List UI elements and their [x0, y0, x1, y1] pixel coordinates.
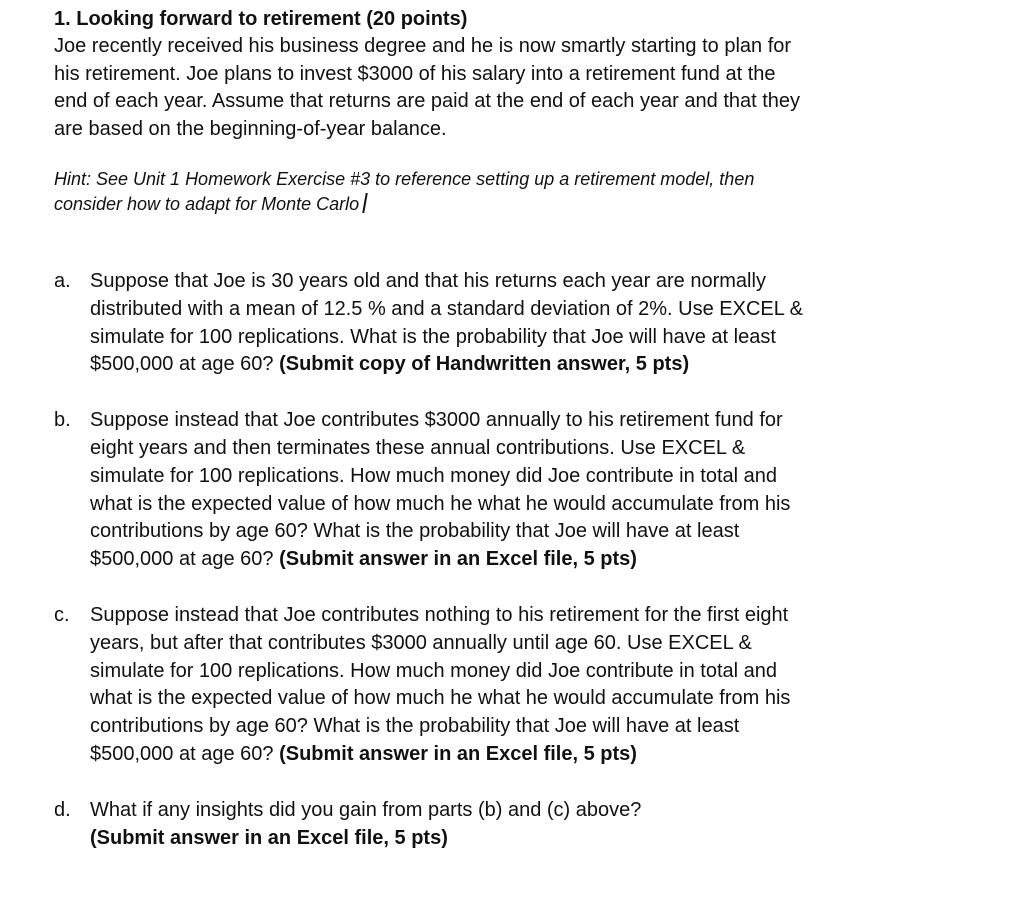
- question-body: [90, 602, 984, 769]
- hint-line: Hint: See Unit 1 Homework Exercise #3 to reference setting up a retirement model, then: [54, 169, 755, 189]
- question-line: distributed with a mean of 12.5 % and a standard deviation of 2%. Use EXCEL &: [90, 297, 804, 320]
- question-list: [54, 268, 984, 852]
- question-body: [90, 797, 984, 853]
- question-a: [54, 268, 984, 379]
- intro-line: are based on the beginning-of-year balance.: [54, 117, 447, 140]
- document-page: [54, 6, 984, 849]
- problem-intro: [54, 33, 984, 143]
- text-cursor: [362, 193, 367, 213]
- question-d: [54, 797, 984, 853]
- hint-line: [54, 192, 984, 217]
- question-line: contributions by age 60? What is the probability that Joe will have at least: [90, 715, 740, 738]
- intro-line: his retirement. Joe plans to invest $3000 of his salary into a retirement fund at the: [54, 62, 776, 85]
- question-body: [90, 407, 984, 574]
- question-b: [54, 407, 984, 574]
- submit-instruction: (Submit answer in an Excel file, 5 pts): [279, 742, 637, 765]
- intro-line: Joe recently received his business degree and he is now smartly starting to plan for: [54, 35, 792, 57]
- question-line: contributions by age 60? What is the probability that Joe will have at least: [90, 520, 740, 543]
- question-line: [90, 546, 984, 574]
- question-letter: d.: [54, 798, 71, 821]
- question-line: [90, 741, 984, 769]
- submit-instruction: (Submit answer in an Excel file, 5 pts): [279, 548, 637, 571]
- question-line-text: $500,000 at age 60?: [90, 548, 280, 571]
- hint-text[interactable]: [54, 167, 984, 217]
- question-line: [90, 351, 984, 379]
- question-line: eight years and then terminates these annual contributions. Use EXCEL &: [90, 436, 746, 459]
- hint-line-text: consider how to adapt for Monte Carlo: [54, 194, 360, 214]
- question-line: Suppose that Joe is 30 years old and that his returns each year are normally: [90, 270, 766, 292]
- question-line: Suppose instead that Joe contributes nothing to his retirement for the first eight: [90, 603, 789, 626]
- question-line-text: $500,000 at age 60?: [90, 353, 280, 376]
- intro-line: end of each year. Assume that returns are paid at the end of each year and that they: [54, 90, 801, 112]
- question-body: [90, 268, 984, 379]
- question-line: [90, 825, 984, 853]
- question-letter: c.: [54, 603, 70, 626]
- question-line: simulate for 100 replications. How much money did Joe contribute in total and: [90, 659, 778, 682]
- question-line-text: $500,000 at age 60?: [90, 742, 280, 765]
- question-letter: a.: [54, 270, 71, 292]
- question-line: what is the expected value of how much he what he would accumulate from his: [90, 492, 791, 515]
- submit-instruction: (Submit copy of Handwritten answer, 5 pts): [279, 353, 690, 376]
- question-letter: b.: [54, 409, 71, 432]
- submit-instruction: (Submit answer in an Excel file, 5 pts): [90, 826, 448, 849]
- question-c: [54, 602, 984, 769]
- question-line: what is the expected value of how much he what he would accumulate from his: [90, 687, 791, 710]
- question-line: simulate for 100 replications. How much money did Joe contribute in total and: [90, 464, 778, 487]
- question-line: What if any insights did you gain from parts (b) and (c) above?: [90, 798, 642, 821]
- question-line: Suppose instead that Joe contributes $3000 annually to his retirement fund for: [90, 409, 783, 432]
- question-line: years, but after that contributes $3000 annually until age 60. Use EXCEL &: [90, 631, 752, 654]
- problem-title: 1. Looking forward to retirement (20 points): [54, 8, 468, 30]
- question-line: simulate for 100 replications. What is the probability that Joe will have at least: [90, 325, 776, 348]
